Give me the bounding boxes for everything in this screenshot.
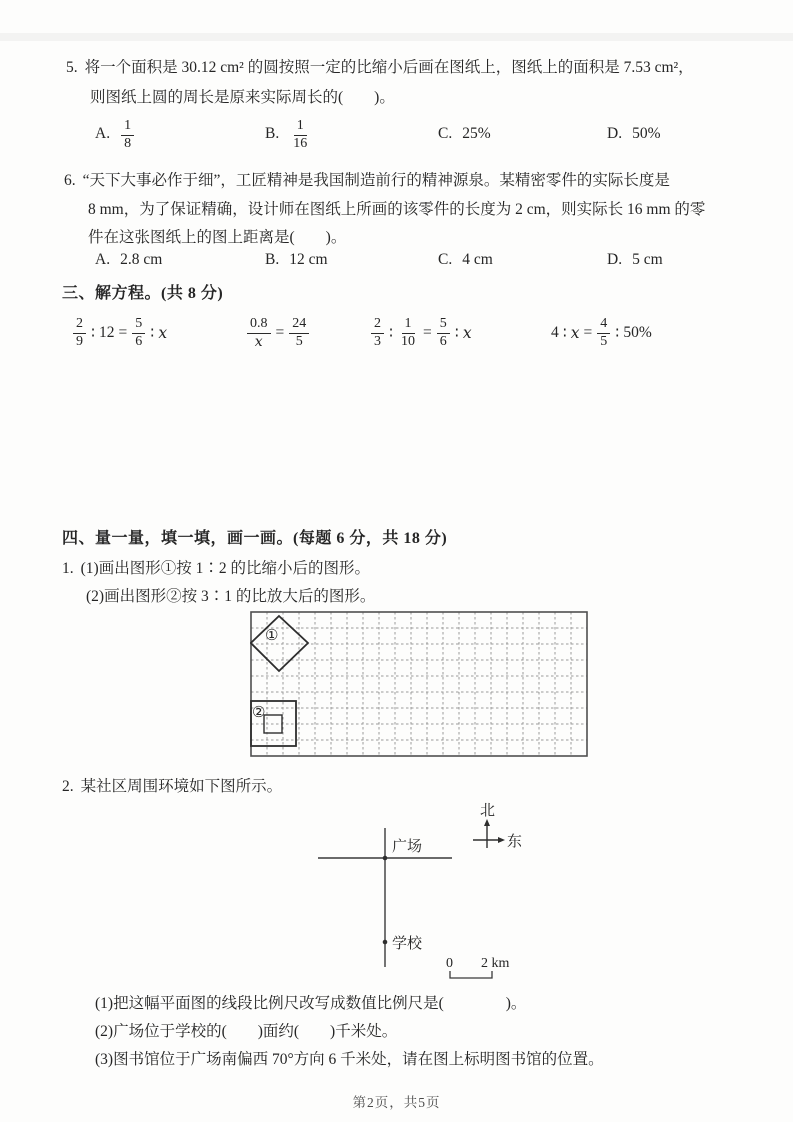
option-label: B. — [265, 125, 280, 142]
community-map-figure — [300, 795, 560, 987]
question-6-line-1 — [64, 171, 670, 191]
school-point — [383, 940, 388, 945]
option-value: 50% — [632, 125, 661, 142]
grid-figure — [250, 611, 588, 758]
school-label: 学校 — [392, 936, 423, 952]
item-text: (1)画出图形①按 1∶2 的比缩小后的图形。 — [80, 560, 370, 577]
equation-2: $\frac{0.8}{x}$ = $\frac{24}{5}$ — [244, 307, 312, 359]
option-value: 4 cm — [462, 251, 493, 268]
sub-question-1: (1)把这幅平面图的线段比例尺改写成数值比例尺是( )。 — [95, 995, 527, 1012]
equations-row — [0, 307, 793, 359]
option-value: 12 cm — [289, 251, 328, 268]
section-3-title: 三、解方程。(共 8 分) — [62, 285, 224, 302]
item-number: 2. — [62, 778, 74, 795]
item-number: 1. — [62, 560, 74, 577]
option-value: 25% — [462, 125, 491, 142]
option-a — [95, 113, 137, 155]
compass-east-arrowhead — [498, 837, 505, 843]
equation-3: $\frac{2}{3}$ ∶ $\frac{1}{10}$ = $\frac{5}{6}$ ∶ x — [368, 307, 474, 359]
question-text: “天下大事必作于细”，工匠精神是我国制造前行的精神源泉。某精密零件的实际长度是 — [82, 172, 670, 189]
option-a — [95, 244, 164, 276]
scale-bar — [450, 971, 492, 978]
question-6-line-2: 8 mm，为了保证精确，设计师在图纸上所画的该零件的长度为 2 cm，则实际长 16 mm 的零 — [88, 201, 706, 218]
question-5-line-2: 则图纸上圆的周长是原来实际周长的( )。 — [90, 89, 395, 106]
section-4-item-3 — [62, 777, 282, 797]
compass-north-arrowhead — [484, 819, 490, 826]
equation-1: $\frac{2}{9}$ ∶ 12 = $\frac{5}{6}$ ∶ x — [70, 307, 169, 359]
question-6-options — [0, 244, 793, 276]
option-b — [265, 244, 330, 276]
question-number: 6. — [64, 172, 76, 189]
option-c — [438, 113, 493, 155]
option-label: D. — [607, 125, 623, 142]
question-5-options — [0, 113, 793, 159]
option-value: 5 cm — [632, 251, 663, 268]
question-6-line-3: 件在这张图纸上的图上距离是( )。 — [88, 229, 347, 246]
option-value: 2.8 cm — [120, 251, 163, 268]
option-d — [607, 113, 663, 155]
question-number: 5. — [66, 59, 78, 76]
section-4-title: 四、量一量，填一填，画一画。(每题 6 分，共 18 分) — [62, 530, 448, 547]
option-label: A. — [95, 125, 111, 142]
compass-north-label: 北 — [480, 803, 496, 819]
option-label: C. — [438, 251, 453, 268]
grid-border — [251, 612, 587, 756]
option-label: D. — [607, 251, 623, 268]
option-value: $\frac{1}{8}$ — [118, 116, 137, 151]
question-text: 将一个面积是 30.12 cm² 的圆按照一定的比缩小后画在图纸上，图纸上的面积是 7.53 cm²， — [84, 59, 694, 76]
option-value: $\frac{1}{16}$ — [293, 118, 308, 151]
figure-2-label: ② — [252, 705, 266, 721]
option-label: B. — [265, 251, 280, 268]
figure-1-label: ① — [265, 628, 279, 644]
grid-lines — [251, 612, 587, 756]
question-5-line-1 — [66, 58, 694, 78]
equation-4: 4 ∶ x = $\frac{4}{5}$ ∶ 50% — [551, 316, 652, 349]
option-c — [438, 244, 495, 276]
option-b — [265, 113, 313, 155]
scale-value-label: 2 km — [481, 956, 510, 971]
sub-question-2: (2)广场位于学校的( )面约( )千米处。 — [95, 1023, 398, 1040]
option-label: A. — [95, 251, 111, 268]
compass-east-label: 东 — [507, 834, 523, 850]
plaza-label: 广场 — [392, 839, 423, 855]
sub-question-3: (3)图书馆位于广场南偏西 70°方向 6 千米处，请在图上标明图书馆的位置。 — [95, 1051, 604, 1068]
section-4-item-2: (2)画出图形②按 3∶1 的比放大后的图形。 — [86, 588, 376, 605]
plaza-point — [383, 856, 388, 861]
section-4-item-1 — [62, 559, 370, 579]
scan-artifact-band — [0, 33, 793, 41]
page-footer: 第2页，共5页 — [352, 1095, 441, 1110]
item-text: 某社区周围环境如下图所示。 — [80, 778, 283, 795]
scale-zero-label: 0 — [446, 956, 453, 971]
option-d — [607, 244, 665, 276]
option-label: C. — [438, 125, 453, 142]
